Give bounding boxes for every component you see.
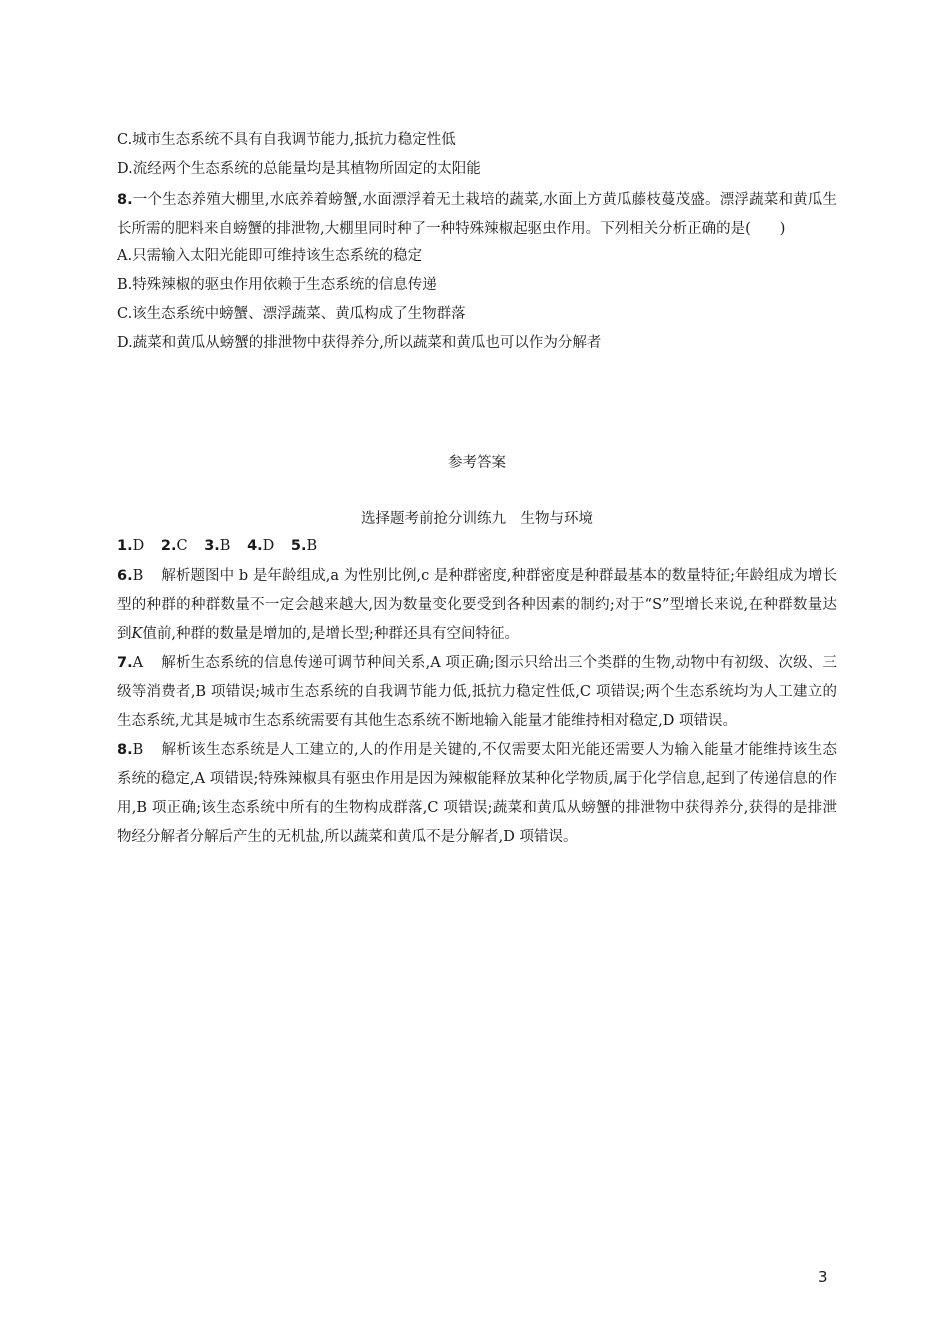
explanation-7: 7.A 解析生态系统的信息传递可调节种间关系,A 项正确;图示只给出三个类群的生物,动物中有初级、次级、三级等消费者,B 项错误;城市生态系统的自我调节能力低,抵抗力稳定性低,C 项错误;两个生态系统均为人工建立的生态系统,尤其是城市生态系统需要有其他生态系统不断地输入能量才能维持相对稳定,D 项错误。 <box>117 655 837 729</box>
section-title: 选择题考前抢分训练九 生物与环境 <box>361 511 593 527</box>
question-8-option-c: C.该生态系统中螃蟹、漂浮蔬菜、黄瓜构成了生物群落 <box>117 306 466 322</box>
italic-k: K <box>131 626 143 642</box>
question-8-option-d: D.蔬菜和黄瓜从螃蟹的排泄物中获得养分,所以蔬菜和黄瓜也可以作为分解者 <box>117 335 602 351</box>
quick-answers <box>117 534 837 558</box>
explanation-8: 8.B 解析该生态系统是人工建立的,人的作用是关键的,不仅需要太阳光能还需要人为输入能量才能维持该生态系统的稳定,A 项错误;特殊辣椒具有驱虫作用是因为辣椒能释放某种化学物质,属于化学信息,起到了传递信息的作用,B 项正确;该生态系统中所有的生物构成群落,C 项错误;蔬菜和黄瓜从螃蟹的排泄物中获得养分,获得的是排泄物经分解者分解后产生的无机盐,所以蔬菜和黄瓜不是分解者,D 项错误。 <box>117 742 837 845</box>
answers-heading: 参考答案 <box>448 455 506 471</box>
question-8-option-b: B.特殊辣椒的驱虫作用依赖于生态系统的信息传递 <box>117 277 437 293</box>
quick-answer: 3.B <box>204 538 231 554</box>
quick-answer: 1.D <box>117 538 145 554</box>
prev-option-c: C.城市生态系统不具有自我调节能力,抵抗力稳定性低 <box>117 132 456 148</box>
quick-answer: 2.C <box>160 538 188 554</box>
question-8-number: 8. <box>117 192 133 208</box>
quick-answer: 4.D <box>247 538 275 554</box>
page-number: 3 <box>818 1268 828 1286</box>
explanation-6: 6.B 解析题图中 b 是年龄组成,a 为性别比例,c 是种群密度,种群密度是种群最基本的数量特征;年龄组成为增长型的种群的种群数量不一定会越来越大,因为数量变化要受到各种因素的制约;对于“S”型增长来说,在种群数量达到K值前,种群的数量是增加的,是增长型;种群还具有空间特征。 <box>117 568 837 642</box>
question-8-option-a: A.只需输入太阳光能即可维持该生态系统的稳定 <box>117 248 423 264</box>
question-8-stem <box>117 186 837 244</box>
prev-option-d: D.流经两个生态系统的总能量均是其植物所固定的太阳能 <box>117 161 481 177</box>
document-page <box>117 128 837 852</box>
quick-answer: 5.B <box>290 538 318 554</box>
question-8-text: 一个生态养殖大棚里,水底养着螃蟹,水面漂浮着无土栽培的蔬菜,水面上方黄瓜藤枝蔓茂盛。漂浮蔬菜和黄瓜生长所需的肥料来自螃蟹的排泄物,大棚里同时种了一种特殊辣椒起驱虫作用。下列相关分析正确的是( ) <box>117 192 837 237</box>
